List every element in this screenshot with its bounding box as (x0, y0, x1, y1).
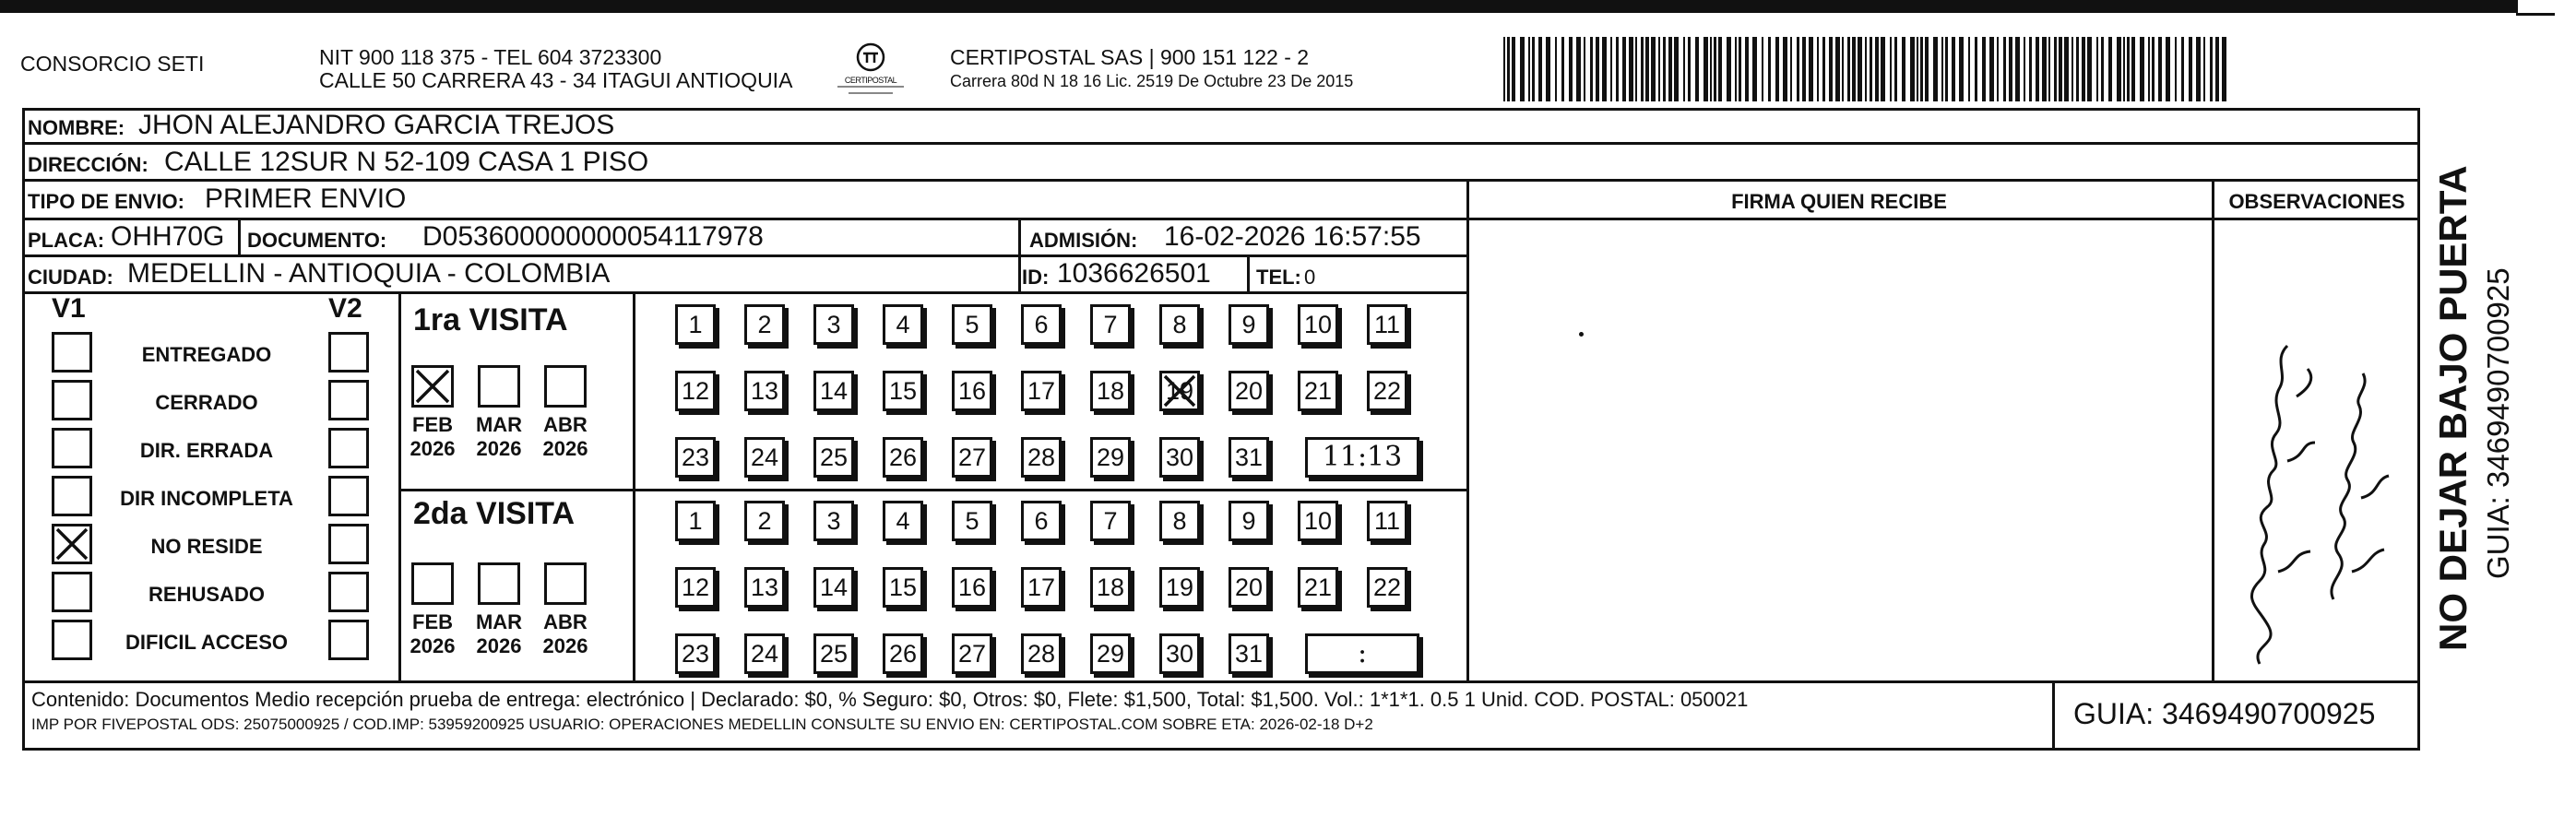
v2-checkbox[interactable] (328, 380, 369, 420)
day-box[interactable]: 16 (952, 567, 992, 608)
day-box[interactable]: 14 (813, 567, 854, 608)
nombre-value: JHON ALEJANDRO GARCIA TREJOS (138, 110, 615, 140)
day-box[interactable]: 20 (1229, 371, 1269, 411)
day-box[interactable]: 26 (883, 437, 923, 478)
documento-label: DOCUMENTO: (247, 229, 387, 252)
day-box[interactable]: 31 (1229, 633, 1269, 674)
v2-checkbox[interactable] (328, 428, 369, 468)
documento-value: D053600000000054117978 (422, 221, 764, 252)
day-box[interactable]: 21 (1298, 371, 1338, 411)
month-checkbox[interactable] (478, 562, 520, 605)
day-box[interactable]: 3 (813, 304, 854, 345)
day-box[interactable]: 5 (952, 501, 992, 541)
day-box[interactable]: 25 (813, 437, 854, 478)
day-box[interactable]: 20 (1229, 567, 1269, 608)
day-box[interactable]: 30 (1159, 437, 1200, 478)
v1-checkbox[interactable] (52, 428, 92, 468)
ciudad-value: MEDELLIN - ANTIOQUIA - COLOMBIA (127, 258, 611, 289)
day-box[interactable]: 11 (1367, 501, 1407, 541)
imp-line: IMP POR FIVEPOSTAL ODS: 25075000925 / COD.IMP: 53959200925 USUARIO: OPERACIONES MEDELLIN CONSULTE SU ENVIO EN: CERTIPOSTAL.COM SOBRE ETA: 2026-02-18 D+2 (31, 716, 1373, 733)
day-box[interactable]: 7 (1090, 501, 1131, 541)
observaciones-header: OBSERVACIONES (2228, 190, 2405, 213)
month-checkbox[interactable] (544, 562, 587, 605)
year-label: 2026 (542, 437, 588, 460)
day-box[interactable]: 14 (813, 371, 854, 411)
second-visit-title: 2da VISITA (413, 496, 576, 531)
day-box[interactable]: 29 (1090, 633, 1131, 674)
day-box[interactable]: 7 (1090, 304, 1131, 345)
month-label: MAR (475, 610, 523, 633)
day-box[interactable]: 15 (883, 567, 923, 608)
day-box[interactable]: 2 (744, 501, 785, 541)
day-box[interactable]: 4 (883, 501, 923, 541)
year-label: 2026 (476, 634, 522, 657)
nombre-label: NOMBRE: (28, 116, 125, 139)
month-checkbox[interactable] (478, 365, 520, 408)
day-box[interactable]: 24 (744, 633, 785, 674)
check-mark-icon (413, 367, 452, 406)
v2-checkbox[interactable] (328, 620, 369, 660)
no-dejar-bajo-puerta: NO DEJAR BAJO PUERTA (2431, 165, 2475, 651)
tipo-envio-value: PRIMER ENVIO (205, 183, 407, 214)
day-box[interactable]: 4 (883, 304, 923, 345)
ciudad-label: CIUDAD: (28, 266, 113, 289)
license-line: Carrera 80d N 18 16 Lic. 2519 De Octubre 23 De 2015 (950, 72, 1354, 90)
day-box[interactable]: 17 (1021, 567, 1062, 608)
carrier-line: CERTIPOSTAL SAS | 900 151 122 - 2 (950, 45, 1310, 69)
status-label: DIR. ERRADA (139, 439, 274, 462)
day-box[interactable]: 11 (1367, 304, 1407, 345)
day-box[interactable]: 22 (1367, 371, 1407, 411)
tel-label: TEL: (1256, 266, 1301, 289)
day-box[interactable]: 24 (744, 437, 785, 478)
footer-guia: GUIA: 3469490700925 (2073, 697, 2376, 730)
edge-mark (2516, 13, 2555, 16)
day-box[interactable]: 23 (675, 437, 716, 478)
day-box[interactable]: 13 (744, 371, 785, 411)
year-label: 2026 (476, 437, 522, 460)
status-label: ENTREGADO (141, 343, 272, 366)
day-box[interactable]: 3 (813, 501, 854, 541)
month-label: MAR (475, 413, 523, 436)
day-box[interactable]: 1 (675, 304, 716, 345)
day-box[interactable]: 30 (1159, 633, 1200, 674)
day-box[interactable]: 9 (1229, 304, 1269, 345)
status-label: DIR INCOMPLETA (120, 487, 293, 510)
day-box[interactable]: 28 (1021, 437, 1062, 478)
day-box[interactable]: 31 (1229, 437, 1269, 478)
time-box[interactable]: 11:13 (1305, 437, 1419, 478)
day-box[interactable]: 13 (744, 567, 785, 608)
nit-line: NIT 900 118 375 - TEL 604 3723300 (319, 45, 662, 69)
status-label: DIFICIL ACCESO (125, 631, 288, 654)
v1-checkbox[interactable] (52, 620, 92, 660)
month-label: FEB (412, 413, 453, 436)
day-box[interactable]: 18 (1090, 371, 1131, 411)
barcode (1503, 37, 2232, 101)
status-label: NO RESIDE (150, 535, 263, 558)
day-box[interactable]: 17 (1021, 371, 1062, 411)
observaciones-handwriting (2223, 295, 2407, 673)
v2-checkbox[interactable] (328, 524, 369, 564)
status-label: CERRADO (155, 391, 258, 414)
day-box[interactable]: 2 (744, 304, 785, 345)
placa-label: PLACA: (28, 229, 105, 252)
month-label: ABR (543, 413, 588, 436)
contenido-line: Contenido: Documentos Medio recepción prueba de entrega: electrónico | Declarado: $0, % Seguro: $0, Otros: $0, Flete: $1,500, Total: $1,500. Vol.: 1*1*1. 0.5 1 Unid. COD. POSTAL: 050021 (31, 688, 1749, 711)
day-box[interactable]: 10 (1298, 304, 1338, 345)
direccion-label: DIRECCIÓN: (28, 153, 148, 176)
first-visit-title: 1ra VISITA (413, 302, 568, 337)
top-black-bar (0, 0, 2518, 13)
status-label: REHUSADO (148, 583, 265, 606)
month-checkbox[interactable] (411, 562, 454, 605)
v1-checkbox[interactable] (52, 572, 92, 612)
day-box[interactable]: 28 (1021, 633, 1062, 674)
day-box[interactable]: 25 (813, 633, 854, 674)
tel-value: 0 (1304, 266, 1316, 289)
day-number: 19 (1165, 377, 1194, 405)
month-label: ABR (543, 610, 588, 633)
firma-header: FIRMA QUIEN RECIBE (1731, 190, 1947, 213)
day-box[interactable]: 16 (952, 371, 992, 411)
day-box[interactable]: 6 (1021, 304, 1062, 345)
day-box[interactable]: 27 (952, 437, 992, 478)
year-label: 2026 (410, 634, 456, 657)
id-label: ID: (1022, 266, 1050, 289)
v1-label: V1 (52, 293, 86, 324)
address-line: CALLE 50 CARRERA 43 - 34 ITAGUI ANTIOQUIA (319, 68, 793, 92)
day-box[interactable]: 23 (675, 633, 716, 674)
signature-area (1579, 332, 1584, 337)
check-mark-icon (1161, 373, 1198, 409)
v2-checkbox[interactable] (328, 572, 369, 612)
day-box[interactable]: 18 (1090, 567, 1131, 608)
v1-checkbox[interactable] (52, 332, 92, 373)
month-label: FEB (412, 610, 453, 633)
id-value: 1036626501 (1057, 258, 1211, 289)
certipostal-logo (832, 41, 909, 98)
day-box[interactable]: 6 (1021, 501, 1062, 541)
day-box[interactable]: 12 (675, 371, 716, 411)
day-box[interactable]: 12 (675, 567, 716, 608)
time-box[interactable]: : (1305, 633, 1419, 674)
direccion-value: CALLE 12SUR N 52-109 CASA 1 PISO (164, 147, 649, 177)
day-box[interactable]: 29 (1090, 437, 1131, 478)
year-label: 2026 (410, 437, 456, 460)
day-box[interactable]: 15 (883, 371, 923, 411)
tipo-envio-label: TIPO DE ENVIO: (28, 190, 184, 213)
month-checkbox[interactable] (544, 365, 587, 408)
check-mark-icon (53, 526, 90, 562)
v2-checkbox[interactable] (328, 476, 369, 516)
v1-checkbox[interactable] (52, 476, 92, 516)
v2-label: V2 (328, 293, 362, 324)
v1-checkbox[interactable] (52, 380, 92, 420)
company-name: CONSORCIO SETI (20, 52, 205, 76)
day-box[interactable]: 8 (1159, 501, 1200, 541)
day-box[interactable]: 19 (1159, 567, 1200, 608)
day-box[interactable]: 21 (1298, 567, 1338, 608)
year-label: 2026 (542, 634, 588, 657)
logo-text: CERTIPOSTAL (844, 76, 897, 85)
day-box[interactable]: 5 (952, 304, 992, 345)
day-box[interactable]: 26 (883, 633, 923, 674)
admision-value: 16-02-2026 16:57:55 (1164, 221, 1421, 252)
day-box[interactable]: 10 (1298, 501, 1338, 541)
v2-checkbox[interactable] (328, 332, 369, 373)
day-box[interactable]: 1 (675, 501, 716, 541)
day-box[interactable]: 22 (1367, 567, 1407, 608)
placa-value: OHH70G (111, 221, 225, 252)
day-box[interactable]: 9 (1229, 501, 1269, 541)
admision-label: ADMISIÓN: (1029, 229, 1138, 252)
day-box[interactable]: 8 (1159, 304, 1200, 345)
side-guia: GUIA: 3469490700925 (2481, 267, 2515, 579)
day-box[interactable]: 27 (952, 633, 992, 674)
